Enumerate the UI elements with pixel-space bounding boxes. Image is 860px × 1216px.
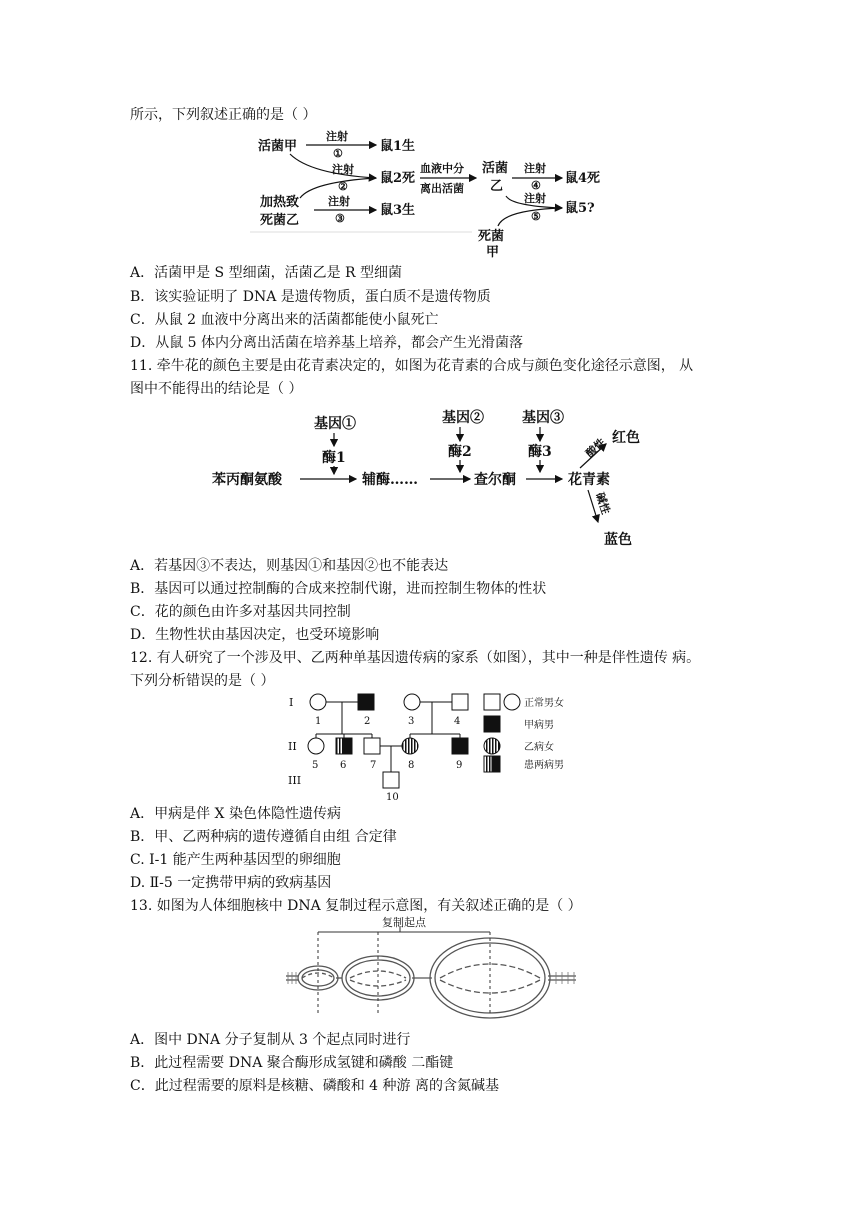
q11-option-a: A．若基因③不表达，则基因①和基因②也不能表达 [130, 558, 449, 574]
q12-option-b: B．甲、乙两种病的遗传遵循自由组 合定律 [130, 829, 397, 845]
q10-stem: 所示，下列叙述正确的是（ ） [130, 107, 317, 123]
step-3: ③ [335, 212, 345, 225]
origin-label: 复制起点 [382, 916, 426, 929]
live-bacteria-b-line2: 乙 [490, 179, 504, 194]
inject-label-3: 注射 [328, 195, 350, 208]
q12-stem-line1: 12. 有人研究了一个涉及甲、乙两种单基因遗传病的家系（如图），其中一种是伴性遗传 病。 [130, 650, 701, 666]
inject-label-1: 注射 [326, 130, 348, 143]
q11-stem-line1: 11. 牵牛花的颜色主要是由花青素决定的，如图为花青素的合成与颜色变化途径示意图， 从 [130, 358, 694, 374]
q13-option-c: C．此过程需要的原料是核糖、磷酸和 4 种游 离的含氮碱基 [130, 1078, 499, 1094]
q13-dna-replication-figure [284, 916, 580, 1026]
inject-label-5: 注射 [524, 192, 546, 205]
mouse-3: 鼠3生 [380, 203, 416, 218]
blood-line1: 血液中分 [420, 162, 464, 175]
basic-label: 碱性 [593, 490, 613, 516]
q10-figure [250, 126, 620, 260]
mouse-2: 鼠2死 [380, 171, 416, 186]
dead-bacteria-a-line2: 甲 [486, 245, 500, 260]
inject-label-2: 注射 [332, 163, 354, 176]
id-8: 8 [408, 760, 415, 771]
q12-option-d: D. Ⅱ-5 一定携带甲病的致病基因 [130, 875, 332, 891]
dead-bacteria-a-line1: 死菌 [478, 229, 505, 244]
q11-option-d: D．生物性状由基因决定，也受环境影响 [130, 627, 380, 643]
legend-disease-b-female: 乙病女 [524, 742, 554, 753]
gene-2: 基因② [442, 410, 484, 426]
q11-option-b: B．基因可以通过控制酶的合成来控制代谢，进而控制生物体的性状 [130, 581, 547, 597]
legend-disease-a-male: 甲病男 [524, 720, 554, 731]
id-4: 4 [454, 716, 461, 727]
step-1: ① [333, 147, 343, 160]
generation-ii: II [288, 740, 297, 753]
q13-option-b: B．此过程需要 DNA 聚合酶形成氢键和磷酸 二酯键 [130, 1055, 454, 1071]
q13-option-a: A．图中 DNA 分子复制从 3 个起点同时进行 [130, 1032, 411, 1048]
acidic-label: 酸性 [583, 435, 609, 461]
q10-option-a: A．活菌甲是 S 型细菌，活菌乙是 R 型细菌 [130, 265, 403, 281]
mouse-4: 鼠4死 [565, 171, 601, 186]
heat-killed-line2: 死菌乙 [260, 213, 300, 228]
q11-option-c: C．花的颜色由许多对基因共同控制 [130, 604, 351, 620]
chalcone: 查尔酮 [474, 472, 516, 488]
q13-stem: 13. 如图为人体细胞核中 DNA 复制过程示意图，有关叙述正确的是（ ） [130, 898, 582, 914]
q11-figure [208, 408, 678, 550]
inject-label-4: 注射 [524, 162, 546, 175]
q12-pedigree [282, 690, 602, 804]
blood-line2: 离出活菌 [420, 182, 464, 195]
phenylalanine: 苯丙酮氨酸 [212, 472, 282, 488]
enzyme-1: 酶1 [322, 450, 346, 466]
anthocyanin: 花青素 [568, 472, 610, 488]
enzyme-3: 酶3 [528, 444, 552, 460]
legend-normal: 正常男女 [524, 698, 564, 709]
legend-both-male: 患两病男 [524, 760, 564, 771]
id-7: 7 [370, 760, 377, 771]
q12-stem-line2: 下列分析错误的是（ ） [130, 673, 275, 689]
generation-iii: III [288, 774, 302, 787]
step-5: ⑤ [531, 210, 541, 223]
coenzyme: 辅酶…… [362, 472, 418, 488]
enzyme-2: 酶2 [448, 444, 472, 460]
red-color: 红色 [612, 430, 640, 446]
q10-option-c: C．从鼠 2 血液中分离出来的活菌都能使小鼠死亡 [130, 312, 439, 328]
id-1: 1 [315, 716, 322, 727]
id-10: 10 [386, 792, 399, 803]
live-bacteria-a: 活菌甲 [258, 139, 298, 154]
q10-option-d: D．从鼠 5 体内分离出活菌在培养基上培养，都会产生光滑菌落 [130, 335, 524, 351]
gene-1: 基因① [314, 416, 356, 432]
heat-killed-line1: 加热致 [260, 195, 300, 210]
q12-option-c: C. Ⅰ-1 能产生两种基因型的卵细胞 [130, 852, 341, 868]
live-bacteria-b-line1: 活菌 [482, 161, 509, 176]
id-9: 9 [456, 760, 463, 771]
id-2: 2 [364, 716, 371, 727]
blue-color: 蓝色 [604, 532, 632, 548]
id-5: 5 [312, 760, 319, 771]
id-6: 6 [340, 760, 347, 771]
step-2: ② [338, 180, 348, 193]
gene-3: 基因③ [522, 410, 564, 426]
id-3: 3 [408, 716, 415, 727]
step-4: ④ [531, 179, 541, 192]
q12-option-a: A．甲病是伴 X 染色体隐性遗传病 [130, 806, 341, 822]
mouse-1: 鼠1生 [380, 139, 416, 154]
generation-i: I [289, 696, 294, 709]
mouse-5: 鼠5? [565, 201, 595, 216]
q11-stem-line2: 图中不能得出的结论是（ ） [130, 381, 303, 397]
q10-option-b: B．该实验证明了 DNA 是遗传物质，蛋白质不是遗传物质 [130, 289, 491, 305]
